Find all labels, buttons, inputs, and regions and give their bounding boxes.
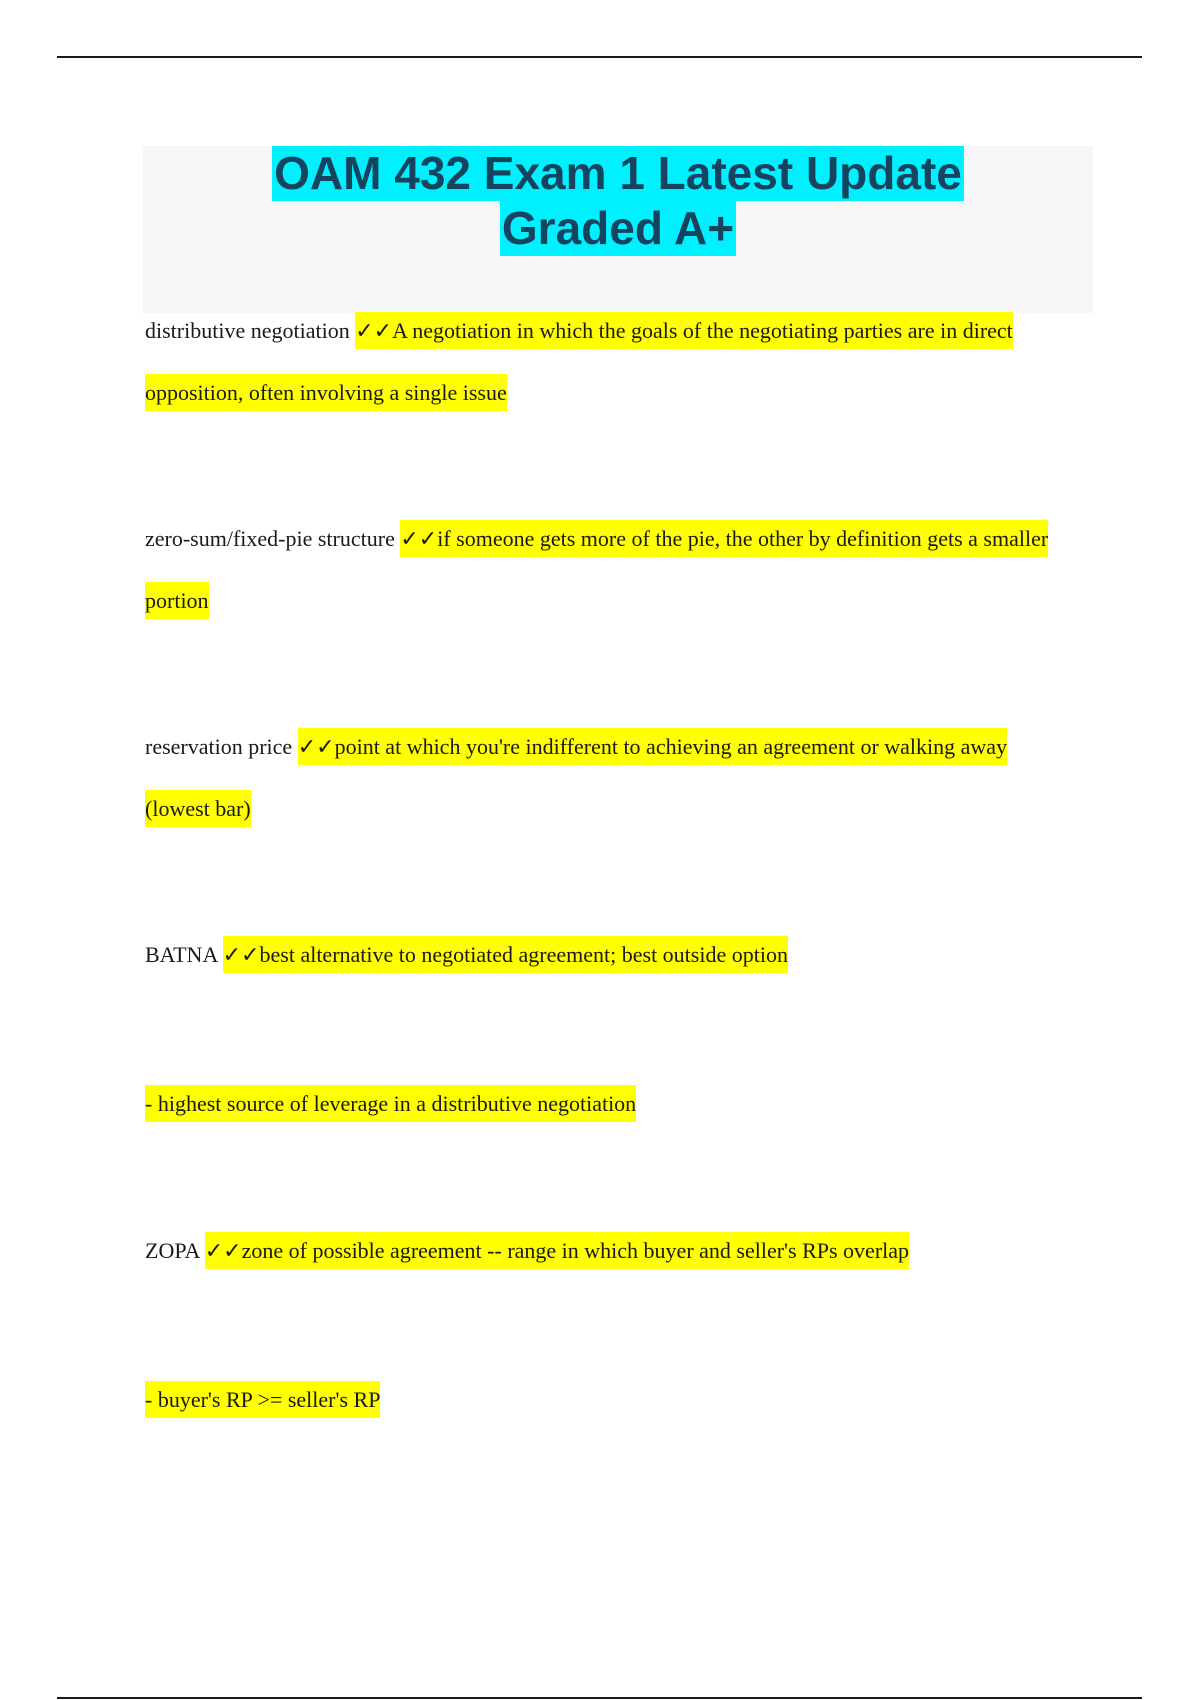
term: distributive negotiation — [145, 318, 350, 343]
title-banner — [143, 146, 1093, 313]
term: zero-sum/fixed-pie structure — [145, 526, 395, 551]
definition: point at which you're indifferent to achieving an agreement or walking away (lowest bar) — [145, 734, 1008, 821]
definition: A negotiation in which the goals of the negotiating parties are in direct opposition, often involving a single issue — [145, 318, 1013, 405]
flashcard-zopa — [145, 1220, 1075, 1282]
note-highlight: - highest source of leverage in a distributive negotiation — [145, 1085, 636, 1122]
flashcard-reservation-price — [145, 716, 1075, 839]
double-check-icon: ✓✓ — [355, 319, 393, 344]
definition: best alternative to negotiated agreement; best outside option — [259, 942, 788, 967]
double-check-icon: ✓✓ — [400, 527, 438, 552]
double-check-icon: ✓✓ — [222, 943, 260, 968]
term: reservation price — [145, 734, 293, 759]
definition-highlight — [223, 936, 788, 973]
double-check-icon: ✓✓ — [297, 735, 335, 760]
document-title-line-2: Graded A+ — [501, 202, 735, 254]
note-highlight: - buyer's RP >= seller's RP — [145, 1381, 380, 1418]
flashcard-batna-note — [145, 1073, 1075, 1134]
flashcard-zopa-note — [145, 1369, 1075, 1430]
flashcard-distributive-negotiation — [145, 300, 1075, 423]
flashcard-batna — [145, 924, 1075, 986]
flashcard-zero-sum-structure — [145, 508, 1075, 631]
definition: if someone gets more of the pie, the other by definition gets a smaller portion — [145, 526, 1049, 613]
definition: zone of possible agreement -- range in which buyer and seller's RPs overlap — [241, 1238, 910, 1263]
page-bottom-rule — [57, 1697, 1142, 1699]
double-check-icon: ✓✓ — [204, 1239, 242, 1264]
term: ZOPA — [145, 1238, 200, 1263]
definition-highlight — [205, 1232, 909, 1269]
term: BATNA — [145, 942, 218, 967]
page-top-rule — [57, 56, 1142, 58]
document-title-line-1: OAM 432 Exam 1 Latest Update — [274, 147, 962, 199]
